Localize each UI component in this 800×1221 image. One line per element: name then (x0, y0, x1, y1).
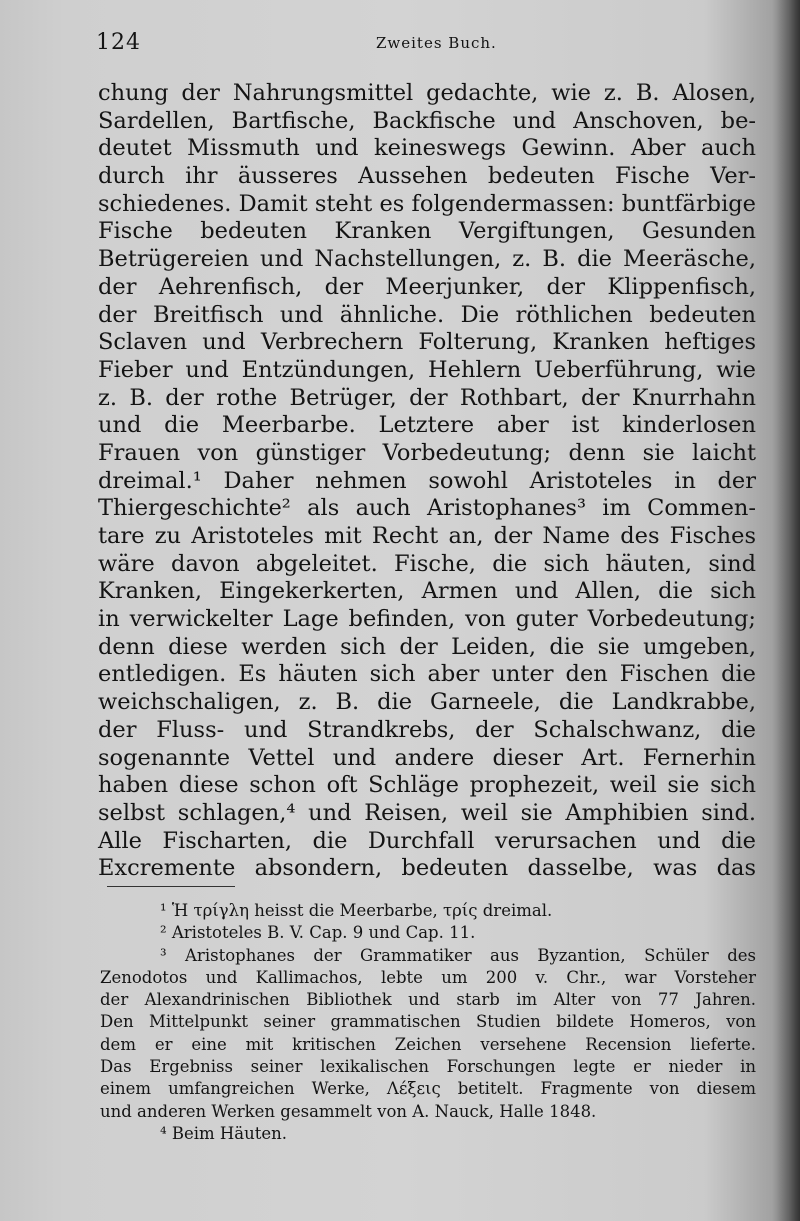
body-line: schiedenes. Damit steht es folgendermassen: buntfärbige (98, 190, 756, 217)
body-line: Fieber und Entzündungen, Hehlern Ueberführung, wie (98, 356, 756, 383)
footnote-3-line: Zenodotos und Kallimachos, lebte um 200 v. Chr., war Vorsteher (100, 967, 756, 987)
body-line: Kranken, Eingekerkerten, Armen und Allen, die sich (98, 578, 756, 605)
footnote-3-line: der Alexandrinischen Bibliothek und starb im Alter von 77 Jahren. (100, 990, 756, 1010)
footnote-3-line: ³ Aristophanes der Grammatiker aus Byzantion, Schüler des (160, 945, 756, 965)
body-line: Betrügereien und Nachstellungen, z. B. die Meeräsche, (98, 246, 756, 273)
body-line: wäre davon abgeleitet. Fische, die sich häuten, sind (98, 550, 756, 577)
page-header (96, 30, 756, 62)
body-line: Alle Fischarten, die Durchfall verursachen und die (98, 827, 756, 854)
body-line: Sclaven und Verbrechern Folterung, Kranken heftiges (98, 329, 756, 356)
body-line: Sardellen, Bartfische, Backfische und Anschoven, be- (98, 107, 756, 134)
body-line: Excremente absondern, bedeuten dasselbe, was das (98, 855, 756, 882)
body-line: z. B. der rothe Betrüger, der Rothbart, der Knurrhahn (98, 384, 756, 411)
footnote-1: ¹ Ἡ τρίγλη heisst die Meerbarbe, τρίς dreimal. (160, 901, 553, 920)
body-line: tare zu Aristoteles mit Recht an, der Name des Fisches (98, 523, 756, 549)
footnote-4: ⁴ Beim Häuten. (160, 1123, 288, 1143)
footnote-2: ² Aristoteles B. V. Cap. 9 und Cap. 11. (160, 923, 476, 943)
body-line: selbst schlagen,⁴ und Reisen, weil sie Amphibien sind. (98, 799, 756, 826)
body-line: deutet Missmuth und keineswegs Gewinn. Aber auch (98, 135, 756, 162)
body-line: und die Meerbarbe. Letztere aber ist kinderlosen (98, 412, 756, 439)
body-line: weichschaligen, z. B. die Garneele, die Landkrabbe, (98, 689, 756, 716)
page-gutter-shadow (772, 0, 800, 1221)
body-line: Frauen von günstiger Vorbedeutung; denn sie laicht (98, 439, 756, 466)
body-line: Thiergeschichte² als auch Aristophanes³ im Commen- (98, 495, 756, 522)
body-line: dreimal.¹ Daher nehmen sowohl Aristoteles in der (98, 467, 756, 494)
body-line: der Fluss- und Strandkrebs, der Schalschwanz, die (98, 716, 756, 743)
page-number: 124 (96, 30, 141, 55)
body-line: sogenannte Vettel und andere dieser Art. Fernerhin (98, 744, 756, 771)
body-line: denn diese werden sich der Leiden, die sie umgeben, (98, 633, 756, 660)
footnote-3-line: dem er eine mit kritischen Zeichen versehene Recension lieferte. (100, 1034, 756, 1054)
body-line: chung der Nahrungsmittel gedachte, wie z. B. Alosen, (98, 80, 756, 106)
body-line: der Aehrenfisch, der Meerjunker, der Klippenfisch, (98, 273, 756, 300)
running-head: Zweites Buch. (376, 34, 497, 52)
footnote-3-line: und anderen Werken gesammelt von A. Nauck, Halle 1848. (100, 1101, 597, 1121)
body-line: durch ihr äusseres Aussehen bedeuten Fische Ver- (98, 163, 756, 190)
body-line: in verwickelter Lage befinden, von guter Vorbedeutung; (98, 606, 756, 633)
body-line: haben diese schon oft Schläge prophezeit, weil sie sich (98, 772, 756, 799)
footnotes (100, 900, 756, 1145)
body-line: der Breitfisch und ähnliche. Die röthlichen bedeuten (98, 301, 756, 328)
footnote-3-line: einem umfangreichen Werke, Λέξεις betitelt. Fragmente von diesem (100, 1079, 756, 1099)
body-line: entledigen. Es häuten sich aber unter den Fischen die (98, 661, 756, 688)
footnote-3-line: Das Ergebniss seiner lexikalischen Forschungen legte er nieder in (100, 1057, 756, 1077)
footnote-3-line: Den Mittelpunkt seiner grammatischen Studien bildete Homeros, von (100, 1012, 756, 1032)
body-text (98, 80, 756, 883)
footnote-rule (107, 886, 235, 887)
body-line: Fische bedeuten Kranken Vergiftungen, Gesunden (98, 218, 756, 245)
